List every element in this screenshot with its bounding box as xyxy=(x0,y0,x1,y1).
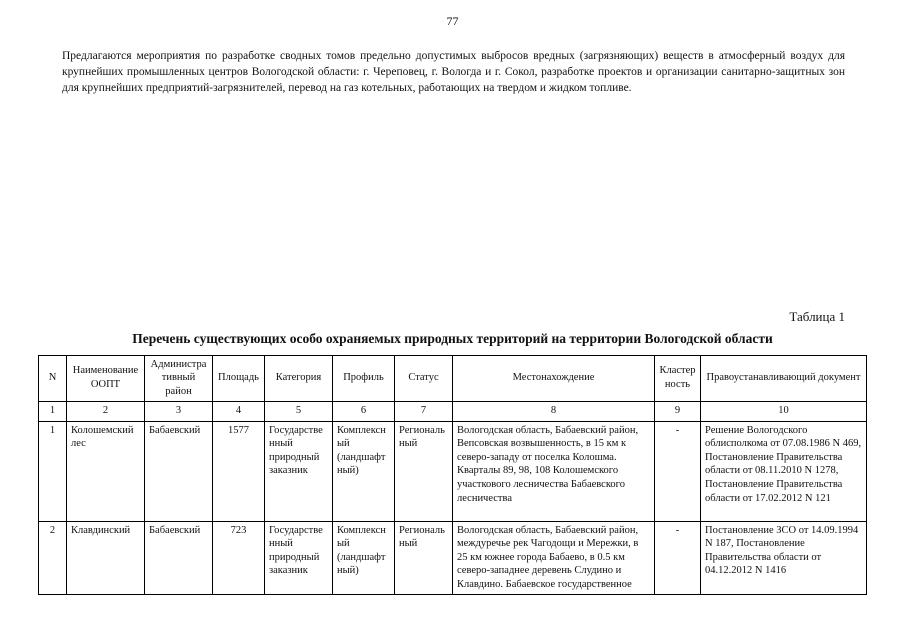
column-number: 7 xyxy=(395,401,453,421)
cell-cluster: - xyxy=(655,421,701,521)
protected-areas-table xyxy=(38,355,867,595)
column-number: 2 xyxy=(67,401,145,421)
header-row xyxy=(39,355,867,401)
header-cell-name: Наименование ООПТ xyxy=(67,355,145,401)
column-number: 3 xyxy=(145,401,213,421)
table-label: Таблица 1 xyxy=(789,308,845,324)
cell-category: Государственный природный заказник xyxy=(265,521,333,594)
header-cell-district: Административный район xyxy=(145,355,213,401)
header-cell-document: Правоустанавливающий документ xyxy=(701,355,867,401)
cell-profile: Комплексный (ландшафтный) xyxy=(333,421,395,521)
cell-name: Клавдинский xyxy=(67,521,145,594)
table-title: Перечень существующих особо охраняемых природных территорий на территории Вологодской области xyxy=(132,330,773,346)
cell-document: Решение Вологодского облисполкома от 07.08.1986 N 469, Постановление Правительства области от 08.11.2010 N 1278, Постановление Правительства области от 17.02.2012 N 121 xyxy=(701,421,867,521)
cell-n: 1 xyxy=(39,421,67,521)
cell-status: Региональный xyxy=(395,521,453,594)
header-cell-n: N xyxy=(39,355,67,401)
column-number-row xyxy=(39,401,867,421)
cell-category: Государственный природный заказник xyxy=(265,421,333,521)
header-cell-cluster: Кластерность xyxy=(655,355,701,401)
cell-document: Постановление ЗСО от 14.09.1994 N 187, Постановление Правительства области от 04.12.2012 N 1416 xyxy=(701,521,867,594)
header-cell-location: Местонахождение xyxy=(453,355,655,401)
cell-name: Колошемский лес xyxy=(67,421,145,521)
column-number: 9 xyxy=(655,401,701,421)
column-number: 10 xyxy=(701,401,867,421)
column-number: 6 xyxy=(333,401,395,421)
cell-status: Региональный xyxy=(395,421,453,521)
header-cell-area: Площадь xyxy=(213,355,265,401)
table-row xyxy=(39,521,867,594)
column-number: 4 xyxy=(213,401,265,421)
column-number: 8 xyxy=(453,401,655,421)
column-number: 1 xyxy=(39,401,67,421)
header-cell-category: Категория xyxy=(265,355,333,401)
table-row xyxy=(39,421,867,521)
cell-n: 2 xyxy=(39,521,67,594)
cell-district: Бабаевский xyxy=(145,521,213,594)
column-number: 5 xyxy=(265,401,333,421)
cell-cluster: - xyxy=(655,521,701,594)
cell-area: 723 xyxy=(213,521,265,594)
header-cell-status: Статус xyxy=(395,355,453,401)
cell-location: Вологодская область, Бабаевский район, Вепсовская возвышенность, в 15 км к северо-западу от поселка Колошма. Кварталы 89, 98, 108 Колошемского участкового лесничества Бабаевского лесничества xyxy=(453,421,655,521)
page-number: 77 xyxy=(446,14,459,28)
cell-location: Вологодская область, Бабаевский район, междуречье рек Чагодощи и Мережки, в 25 км южнее города Бабаево, в 0.5 км северо-западнее деревень Слудино и Клавдино. Бабаевское государственное xyxy=(453,521,655,594)
cell-profile: Комплексный (ландшафтный) xyxy=(333,521,395,594)
cell-area: 1577 xyxy=(213,421,265,521)
intro-paragraph: Предлагаются мероприятия по разработке сводных томов предельно допустимых выбросов вредных (загрязняющих) веществ в атмосферный воздух для крупнейших промышленных центров Вологодской области: г. Череповец, г. Вологда и г. Сокол, разработке проектов и организации санитарно-защитных зон для крупнейших предприятий-загрязнителей, перевод на газ котельных, работающих на твердом и жидком топливе. xyxy=(62,50,845,94)
header-cell-profile: Профиль xyxy=(333,355,395,401)
cell-district: Бабаевский xyxy=(145,421,213,521)
